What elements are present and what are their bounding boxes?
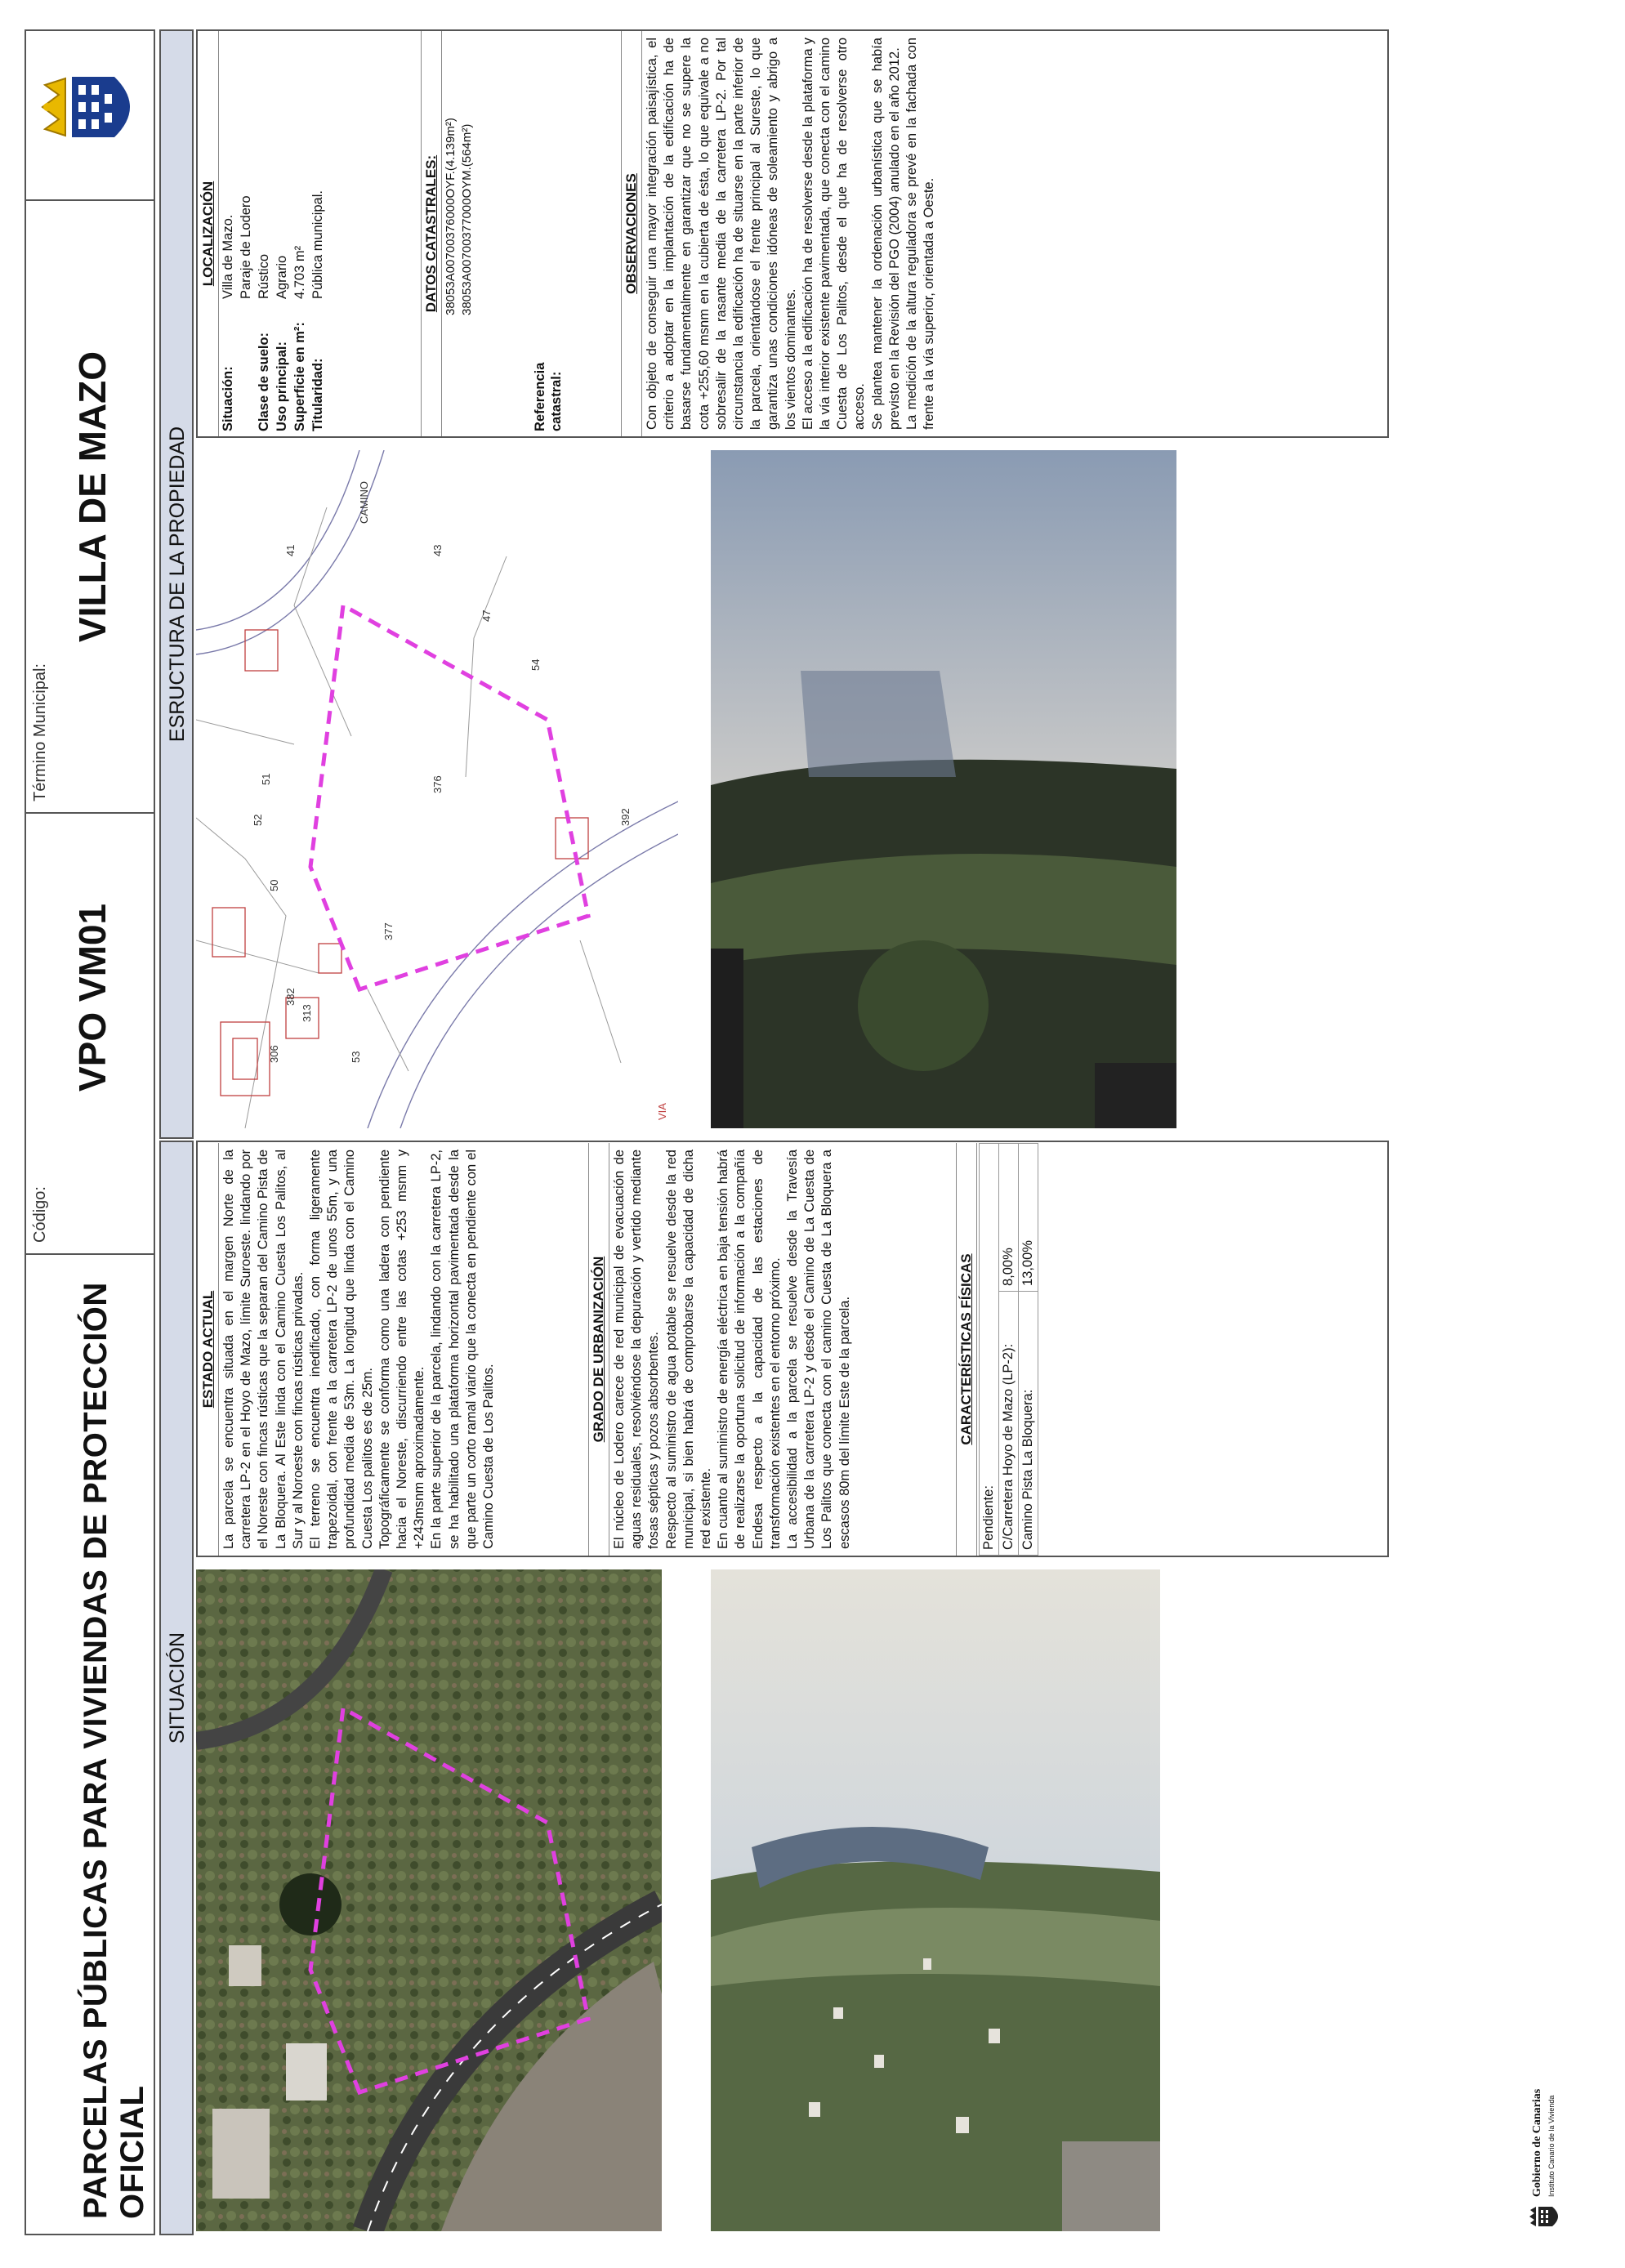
estado-actual-paragraph: La parcela se encuentra situada en el margen Norte de la carretera LP-2 en el Hoyo de Mazo, límite Suroeste. lindando por el Noreste con fincas rústicas que la separan del Camino Pista de La Bloquera. Al Este linda con el Camino Cuesta Los Palitos, al Sur y al Noroeste con fincas rústicas privadas. <box>221 1150 306 1549</box>
map-parcel-label: 382 <box>284 988 297 1006</box>
map-parcel-label: 50 <box>268 879 280 891</box>
catastro-ref: 38053A00700376000OYF.(4.139m²) <box>444 118 458 315</box>
localizacion-table <box>219 31 327 436</box>
grado-urbanizacion-section <box>588 1143 931 1556</box>
observaciones-paragraph: La medición de la altura reguladora se prevé en la fachada con frente a la vía superior, orientada a Oeste. <box>904 38 937 430</box>
aerial-photo <box>196 1569 662 2231</box>
table-row <box>442 31 565 436</box>
table-row <box>237 31 255 436</box>
table-row <box>255 31 273 436</box>
grado-urbanizacion-text <box>609 1143 855 1556</box>
caracteristicas-title: CARACTERÍSTICAS FÍSICAS <box>957 1143 977 1556</box>
footer-logo-line2: Instituto Canario de la Vivienda <box>1547 2095 1556 2197</box>
map-parcel-label: 54 <box>529 659 542 671</box>
gobierno-canarias-icon <box>1529 2202 1562 2231</box>
codigo-label: Código: <box>31 1186 49 1243</box>
pendiente-label: Pendiente: <box>980 1144 999 1556</box>
estado-actual-paragraph: El terreno se encuentra inedificado, con forma ligeramente trapezoidal, con frente a la carretera LP-2 de unos 55m, y una profundidad media de 53m. La longitud que linda con el Camino Cuesta Los palitos es de 25m. <box>308 1150 375 1549</box>
localizacion-title: LOCALIZACIÓN <box>199 31 219 436</box>
caracteristicas-table <box>979 1143 1038 1556</box>
canarias-emblem-icon <box>41 62 143 152</box>
cadastral-map <box>196 450 678 1128</box>
header-divider <box>25 812 155 814</box>
loc-value: Rústico <box>257 253 271 299</box>
loc-label: Titularidad: <box>310 358 325 431</box>
table-row <box>980 1144 999 1556</box>
grado-paragraph: La accesibilidad a la parcela se resuelve desde la Travesía Urbana de la carretera LP-2 y desde el Camino de La Cuesta de Los Palitos que conecta con el camino Cuesta de La Bloquera a escasos 80m del límite Este de la parcela. <box>785 1150 852 1549</box>
landscape-photo-west <box>711 450 1176 1128</box>
pendiente-row-label: C/Carretera Hoyo de Mazo (LP-2): <box>999 1292 1019 1556</box>
observaciones-section <box>621 31 1193 436</box>
loc-value: Agrario <box>275 255 289 299</box>
table-row <box>273 31 291 436</box>
pendiente-row-value: 13,00% <box>1019 1144 1038 1292</box>
map-parcel-label: 376 <box>431 775 444 793</box>
observaciones-paragraph: Con objeto de conseguir una mayor integración paisajística, el criterio a adoptar en la implantación de la edificación ha de basarse fundamentalmente en garantizar que no se supere la cota +255,60 msnm en la cubierta de ésta, lo que equivale a no sobresalir de la rasante media de la carretera LP-2. Por tal circunstancia la edificación ha de situarse en la parte inferior de la parcela, orientándose el frente principal al Sureste, lo que garantiza unas condiciones idóneas de soleamiento y abrigo a los vientos dominantes. <box>645 38 798 430</box>
footer-logo-line1: Gobierno de Canarias <box>1531 2088 1543 2197</box>
table-row <box>309 31 327 436</box>
termino-value: VILLA DE MAZO <box>71 350 114 642</box>
map-parcel-label: 377 <box>382 922 395 940</box>
catastro-title: DATOS CATASTRALES: <box>422 31 442 436</box>
observaciones-paragraph: El acceso a la edificación ha de resolverse desde la plataforma y la vía interior existente pavimentada, que conecta con el camino Cuesta de Los Palitos, desde el que ha de resolverse otro acceso. <box>800 38 868 430</box>
loc-label: Situación: <box>221 366 235 431</box>
loc-label <box>237 304 255 436</box>
page-title: PARCELAS PÚBLICAS PARA VIVIENDAS DE PROTECCIÓN OFICIAL <box>78 1282 150 2219</box>
estado-actual-section <box>199 1143 656 1556</box>
codigo-value: VPO VM01 <box>71 903 114 1092</box>
table-row <box>999 1144 1019 1556</box>
loc-label: Clase de suelo: <box>257 332 271 431</box>
pendiente-row-label: Camino Pista La Bloquera: <box>1019 1292 1038 1556</box>
catastro-refs <box>442 31 565 320</box>
map-parcel-label: 51 <box>260 773 272 785</box>
loc-value: Pública municipal. <box>310 190 325 299</box>
situacion-band: SITUACIÓN <box>159 1141 194 2235</box>
loc-label: Superficie en m²: <box>292 322 307 431</box>
termino-label: Término Municipal: <box>31 663 49 801</box>
header-divider <box>25 199 155 201</box>
pendiente-row-value: 8,00% <box>999 1144 1019 1292</box>
map-camino-label: CAMINO <box>358 481 370 524</box>
table-row <box>291 31 309 436</box>
estado-actual-paragraph: En la parte superior de la parcela, lindando con la carretera LP-2, se ha habilitado una plataforma horizontal pavimentada desde la que parte un corto ramal viario que la conecta en pendiente con el Camino Cuesta de Los Palitos. <box>429 1150 497 1549</box>
catastro-label: Referencia catastral: <box>533 362 564 431</box>
map-parcel-label: 313 <box>301 1004 313 1022</box>
loc-value: Villa de Mazo. <box>221 214 235 299</box>
map-road-label: VIA <box>656 1103 668 1120</box>
caracteristicas-section <box>956 1143 1046 1556</box>
estado-actual-paragraph: Topográficamente se conforma como una ladera con pendiente hacia el Noreste, discurriendo entre las cotas +253 msnm y +243msnm aproximadamente. <box>377 1150 427 1549</box>
grado-paragraph: En cuanto al suministro de energía eléctrica en baja tensión habrá de realizarse la oportuna solicitud de información a la compañía Endesa respecto a la capacidad de las estaciones de transformación existentes en el entorno próximo. <box>716 1150 783 1549</box>
table-row <box>219 31 237 436</box>
grado-paragraph: El núcleo de Lodero carece de red municipal de evacuación de aguas residuales, resolviéndose la depuración y vertido mediante fosas sépticas y pozos absorbentes. <box>612 1150 662 1549</box>
map-parcel-label: 306 <box>268 1045 280 1063</box>
catastro-table <box>442 31 565 436</box>
localizacion-section <box>199 31 444 436</box>
loc-label: Uso principal: <box>275 341 289 431</box>
estado-actual-title: ESTADO ACTUAL <box>199 1143 219 1556</box>
observaciones-paragraph: Se plantea mantener la ordenación urbanística que se había previsto en la Revisión del PGO (2004) anulado en el año 2012. <box>869 38 902 430</box>
map-parcel-label: 43 <box>431 544 444 556</box>
estructura-band: ESRUCTURA DE LA PROPIEDAD <box>159 29 194 1139</box>
map-parcel-label: 52 <box>252 814 264 826</box>
loc-value: Paraje de Lodero <box>239 195 253 299</box>
table-row <box>1019 1144 1038 1556</box>
catastro-ref: 38053A00700377000OYM.(564m²) <box>460 123 474 315</box>
grado-paragraph: Respecto al suministro de agua potable se resuelve desde la red municipal, si bien habrá de comprobarse la capacidad de dicha red existente. <box>663 1150 714 1549</box>
map-parcel-label: 47 <box>480 609 493 622</box>
footer-logo <box>1526 2088 1567 2231</box>
catastro-section <box>421 31 617 436</box>
observaciones-title: OBSERVACIONES <box>622 31 642 436</box>
estado-actual-text <box>219 1143 499 1556</box>
loc-value: 4.703 m² <box>292 245 307 299</box>
observaciones-text <box>642 31 940 436</box>
map-parcel-label: 41 <box>284 544 297 556</box>
map-parcel-label: 392 <box>619 808 632 826</box>
header-divider <box>25 1253 155 1255</box>
map-parcel-label: 53 <box>350 1051 362 1063</box>
grado-urbanizacion-title: GRADO DE URBANIZACIÓN <box>589 1143 609 1556</box>
landscape-photo-south <box>711 1569 1160 2231</box>
